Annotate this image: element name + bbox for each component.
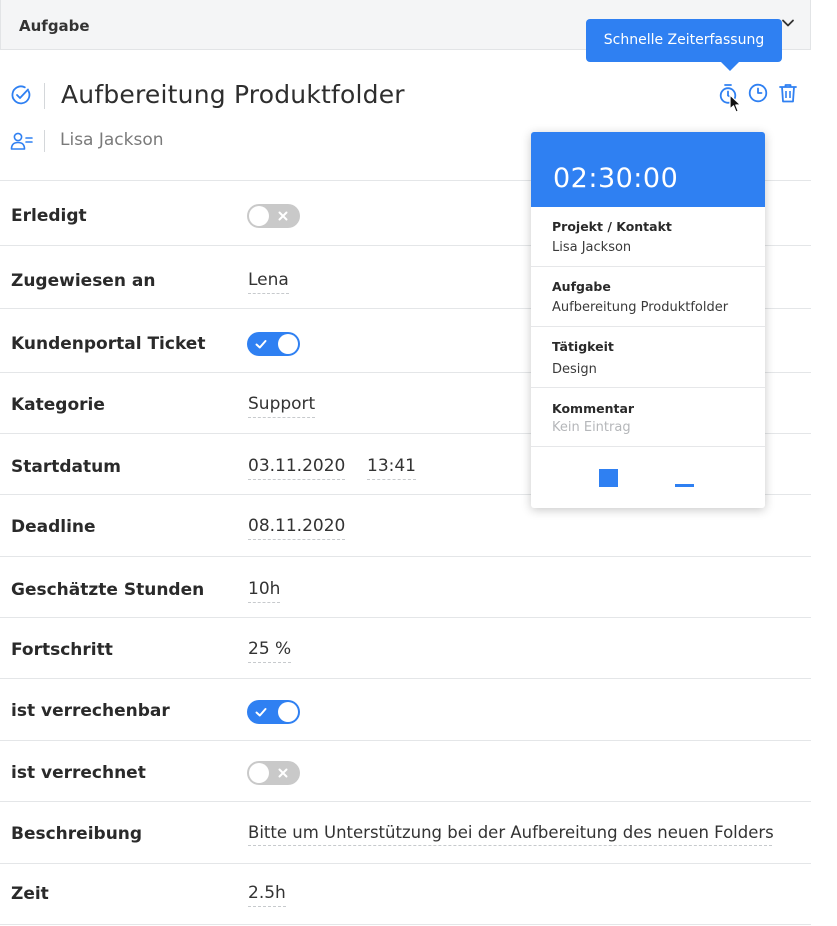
kundenportal-label: Kundenportal Ticket <box>11 334 206 354</box>
verrechnet-toggle[interactable] <box>247 761 300 785</box>
check-icon <box>254 337 268 351</box>
timer-header <box>531 132 765 207</box>
x-icon <box>276 766 290 780</box>
zeit-label: Zeit <box>11 884 49 904</box>
zeit-value[interactable]: 2.5h <box>248 883 286 907</box>
row-divider <box>0 924 811 925</box>
fortschritt-label: Fortschritt <box>11 640 113 660</box>
trash-icon[interactable] <box>777 82 799 104</box>
kategorie-label: Kategorie <box>11 395 105 415</box>
kundenportal-toggle[interactable] <box>247 332 300 356</box>
card-divider <box>531 266 765 267</box>
deadline-label: Deadline <box>11 517 96 537</box>
zugewiesen-label: Zugewiesen an <box>11 271 156 291</box>
row-divider <box>0 801 811 802</box>
contact-divider <box>44 130 45 152</box>
clock-icon[interactable] <box>747 82 769 104</box>
row-divider <box>0 556 811 557</box>
row-divider <box>0 863 811 864</box>
stop-button[interactable] <box>599 469 618 487</box>
deadline-value[interactable]: 08.11.2020 <box>248 516 345 540</box>
toggle-knob <box>278 702 298 722</box>
stunden-label: Geschätzte Stunden <box>11 580 205 600</box>
startdatum-time[interactable]: 13:41 <box>367 456 416 480</box>
quick-time-card <box>531 132 765 508</box>
minimize-button[interactable] <box>675 484 694 487</box>
row-divider <box>0 740 811 741</box>
verrechenbar-toggle[interactable] <box>247 700 300 724</box>
toggle-knob <box>278 334 298 354</box>
beschreibung-value[interactable]: Bitte um Unterstützung bei der Aufbereitung des neuen Folders <box>248 823 772 846</box>
erledigt-toggle[interactable] <box>247 204 300 228</box>
taetigkeit-value[interactable]: Design <box>552 362 597 377</box>
row-divider <box>0 678 811 679</box>
kommentar-label: Kommentar <box>552 401 635 416</box>
aufgabe-value[interactable]: Aufbereitung Produktfolder <box>552 300 729 315</box>
card-divider <box>531 387 765 388</box>
panel-title: Aufgabe <box>19 17 90 35</box>
erledigt-label: Erledigt <box>11 206 87 226</box>
zugewiesen-value[interactable]: Lena <box>248 270 289 294</box>
card-divider <box>531 326 765 327</box>
stunden-value[interactable]: 10h <box>248 579 280 603</box>
kategorie-value[interactable]: Support <box>248 394 315 418</box>
fortschritt-value[interactable]: 25 % <box>248 639 291 663</box>
verrechnet-label: ist verrechnet <box>11 763 146 783</box>
card-divider <box>531 446 765 447</box>
chevron-down-icon[interactable] <box>781 16 795 30</box>
mouse-cursor-icon <box>729 94 743 114</box>
kommentar-input[interactable]: Kein Eintrag <box>552 420 631 435</box>
aufgabe-label: Aufgabe <box>552 279 611 294</box>
projekt-value[interactable]: Lisa Jackson <box>552 240 632 255</box>
startdatum-label: Startdatum <box>11 457 121 477</box>
row-divider <box>0 617 811 618</box>
projekt-label: Projekt / Kontakt <box>552 219 672 234</box>
toggle-knob <box>249 206 269 226</box>
verrechenbar-label: ist verrechenbar <box>11 701 170 721</box>
quick-time-tooltip: Schnelle Zeiterfassung <box>586 19 782 62</box>
startdatum-date[interactable]: 03.11.2020 <box>248 456 345 480</box>
contact-list-icon <box>10 131 34 151</box>
task-title[interactable]: Aufbereitung Produktfolder <box>61 80 405 109</box>
title-divider <box>44 83 45 109</box>
beschreibung-label: Beschreibung <box>11 824 143 844</box>
taetigkeit-label: Tätigkeit <box>552 339 614 354</box>
toggle-knob <box>249 763 269 783</box>
check-circle-icon[interactable] <box>10 84 32 106</box>
timer-display: 02:30:00 <box>553 163 679 194</box>
x-icon <box>276 209 290 223</box>
check-icon <box>254 705 268 719</box>
contact-name[interactable]: Lisa Jackson <box>60 130 164 150</box>
